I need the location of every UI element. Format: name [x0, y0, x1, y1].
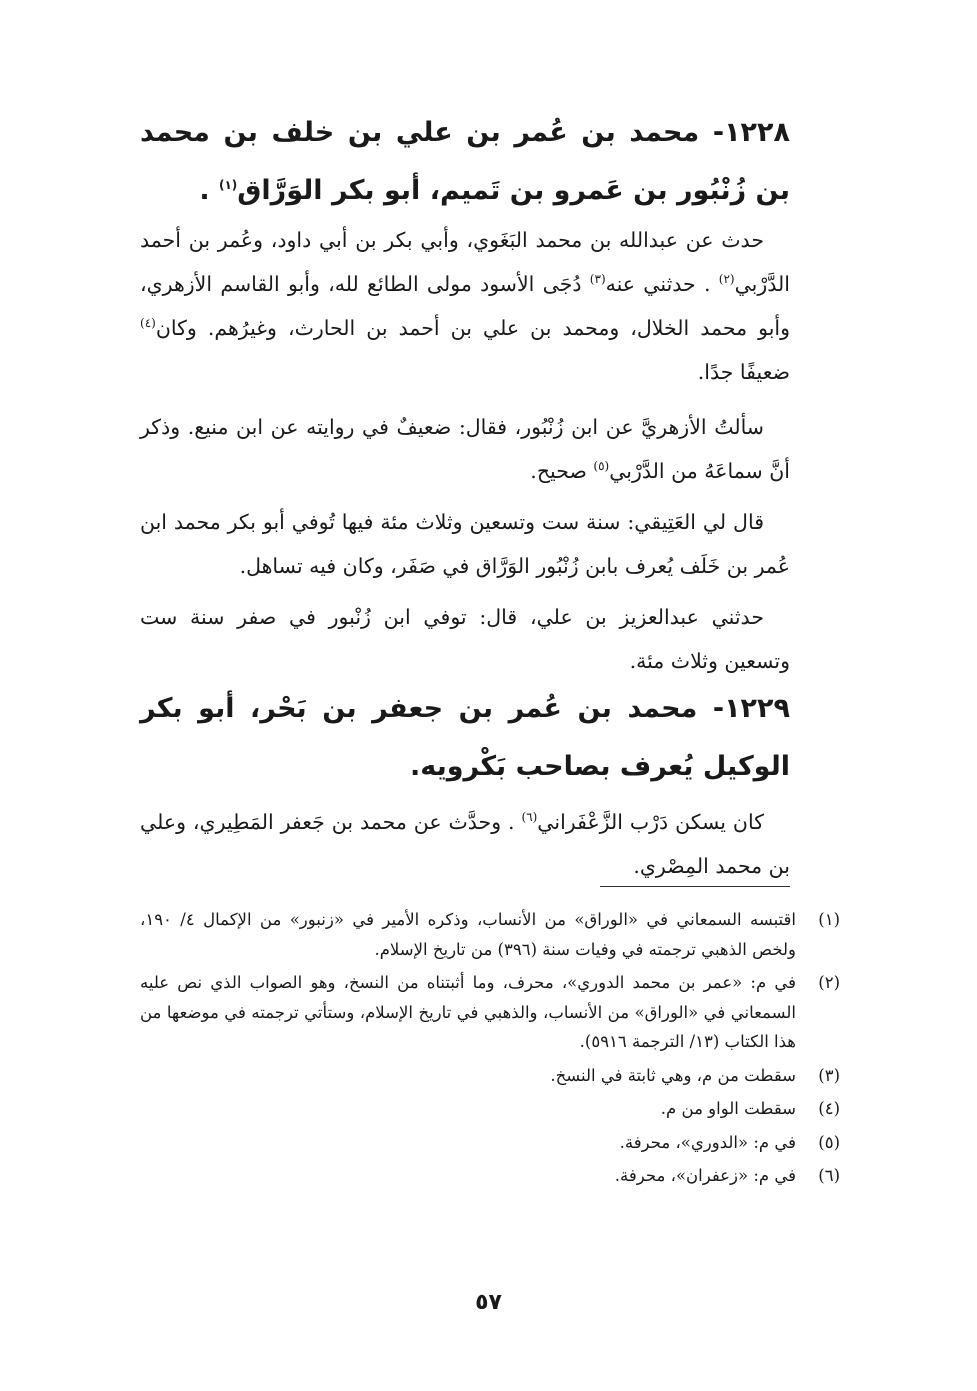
footnotes: [140, 905, 840, 1195]
footnote-number: (٢): [818, 973, 840, 992]
footnote-text: اقتبسه السمعاني في «الوراق» من الأنساب، وذكره الأمير في «زنبور» من الإكمال ٤/ ١٩٠، ولخص الذهبي ترجمته في وفيات سنة (٣٩٦) من تاريخ الإسلام.: [140, 910, 796, 959]
footnote-separator: [600, 886, 790, 887]
footnote-number: (٤): [818, 1099, 840, 1118]
footnote-number: (٣): [818, 1065, 840, 1085]
entry-1229-paragraph-1: [140, 800, 790, 888]
entry-1228-heading: [140, 104, 790, 220]
footnote-6: [140, 1161, 840, 1191]
footnote-text: سقطت من م، وهي ثابتة في النسخ.: [550, 1065, 796, 1085]
paragraph-text: صحيح.: [530, 459, 594, 483]
footnote-text: في م: «عمر بن محمد الدوري»، محرف، وما أثبتناه من النسخ، وهو الصواب الذي نص عليه السمعاني في «الوراق» من الأنساب، والذهبي في تاريخ الإسلام، وستأتي ترجمته في موضعها من هذا الكتاب (١٣/ الترجمة ٥٩١٦).: [140, 973, 796, 1051]
footnote-ref-6: (٦): [521, 810, 538, 825]
entry-1228-title: ١٢٢٨- محمد بن عُمر بن علي بن خلف بن محمد بن زُنْبُور بن عَمرو بن تَميم، أبو بكر الوَرَّاق: [140, 117, 790, 206]
entry-1228-heading-end: .: [199, 175, 219, 206]
footnote-2: [140, 968, 840, 1057]
footnote-ref-4: (٤): [140, 316, 156, 331]
footnote-number: (٦): [818, 1166, 840, 1185]
entry-1228-paragraph-1: [140, 218, 790, 394]
footnote-3: [140, 1061, 840, 1091]
footnote-ref-3: (٣): [589, 272, 606, 287]
paragraph-text: . حدثني عنه: [605, 272, 719, 296]
footnote-4: [140, 1094, 840, 1124]
footnote-number: (٥): [818, 1132, 840, 1152]
paragraph-text: سألتُ الأزهريَّ عن ابن زُنْبُور، فقال: ضعيفٌ في روايته عن ابن منيع. وذكر أنَّ سماعَهُ من الدَّرْبي: [140, 415, 790, 483]
entry-1228-paragraph-2: [140, 405, 790, 493]
footnote-ref-5: (٥): [593, 459, 610, 474]
paragraph-text: كان يسكن دَرْب الزَّعْفَراني: [537, 810, 764, 834]
entry-1228-paragraph-4: حدثني عبدالعزيز بن علي، قال: توفي ابن زُنْبور في صفر سنة ست وتسعين وثلاث مئة.: [140, 605, 790, 673]
paragraph-text: ضعيفًا جدًا.: [697, 360, 790, 384]
page-number: ٥٧: [475, 1290, 502, 1315]
footnote-1: [140, 905, 840, 964]
footnote-5: [140, 1128, 840, 1158]
paragraph-text: . وحدَّث عن محمد بن جَعفر المَطِيري، وعلي بن محمد المِصْري.: [140, 810, 790, 878]
footnote-ref-1: (١): [218, 178, 238, 192]
footnote-number: (١): [818, 910, 840, 929]
paragraph-text: دُجَى الأسود مولى الطائع لله، وأبو القاسم الأزهري، وأبو محمد الخلال، ومحمد بن علي بن أحمد بن الحارث، وغيرُهم. وكان: [140, 272, 790, 340]
footnote-text: في م: «الدوري»، محرفة.: [619, 1132, 796, 1152]
entry-1229-heading: ١٢٢٩- محمد بن عُمر بن جعفر بن بَحْر، أبو بكر الوكيل يُعرف بصاحب بَكْرويه.: [140, 693, 790, 782]
footnote-ref-2: (٢): [718, 272, 735, 287]
footnote-text: سقطت الواو من م.: [660, 1099, 796, 1118]
paragraph-text: حدث عن عبدالله بن محمد البَغَوي، وأبي بكر بن أبي داود، وعُمر بن أحمد الدَّرْبي: [140, 228, 790, 296]
entry-1228-paragraph-3: قال لي العَتِيقي: سنة ست وتسعين وثلاث مئة فيها تُوفي أبو بكر محمد ابن عُمر بن خَلَف يُعرف بابن زُنْبُور الوَرَّاق في صَفَر، وكان فيه تساهل.: [140, 510, 790, 578]
footnote-text: في م: «زعفران»، محرفة.: [614, 1166, 796, 1185]
